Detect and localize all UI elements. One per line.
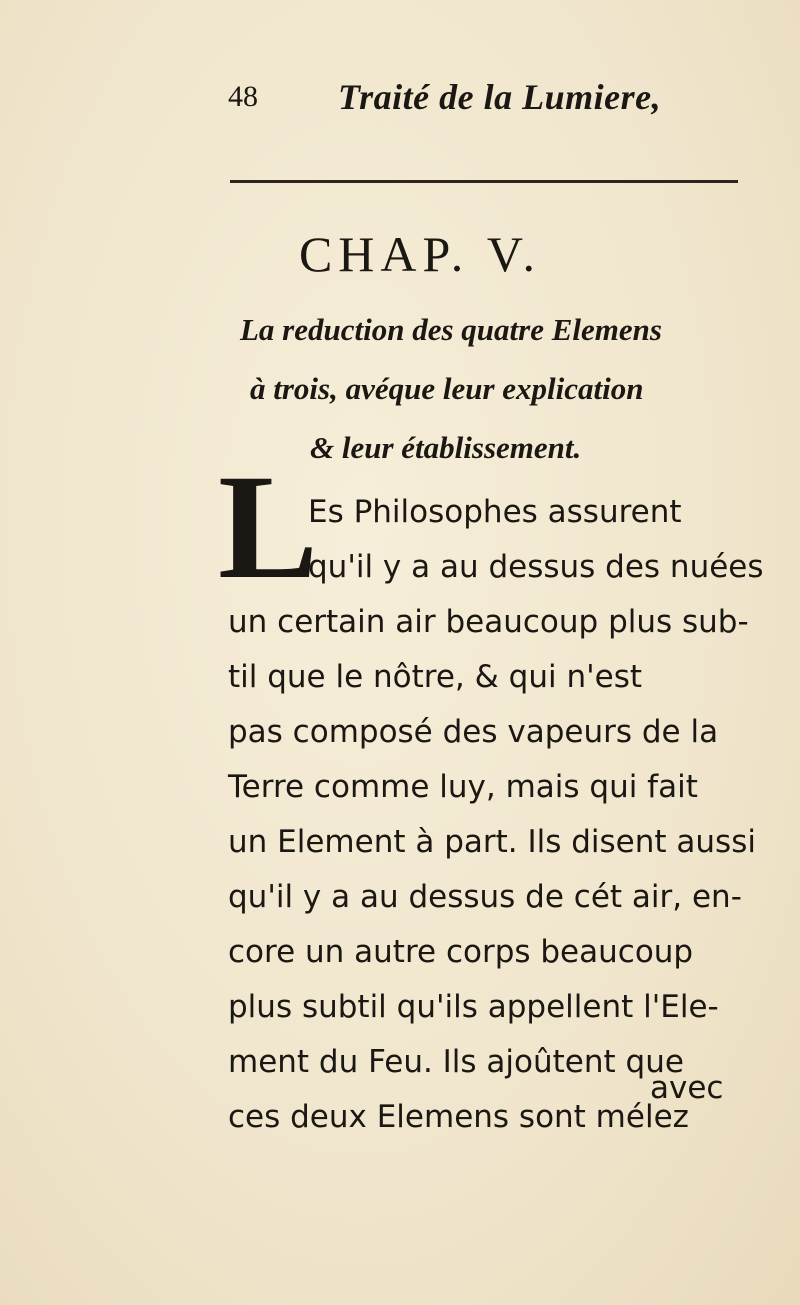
running-title: Traité de la Lumiere, <box>338 77 662 117</box>
text-line: un Element à part. Ils disent aussi <box>228 824 756 860</box>
chapter-heading: CHAP. V. <box>298 226 542 282</box>
text-line: Es Philosophes assurent <box>308 494 682 530</box>
subtitle-line: & leur établissement. <box>310 430 582 465</box>
text-line: plus subtil qu'ils appellent l'Ele- <box>228 989 719 1025</box>
text-line: til que le nôtre, & qui n'est <box>228 659 643 695</box>
text-line: qu'il y a au dessus de cét air, en- <box>228 879 742 915</box>
running-header <box>228 77 748 130</box>
text-line: un certain air beaucoup plus sub- <box>228 604 749 640</box>
page-number: 48 <box>228 80 258 113</box>
chapter-subtitle <box>240 300 760 477</box>
text-line: Terre comme luy, mais qui fait <box>228 769 698 805</box>
catchword: avec <box>650 1070 724 1106</box>
drop-cap: L <box>218 444 319 610</box>
body-text <box>228 485 764 1145</box>
subtitle-line: à trois, avéque leur explication <box>250 371 644 406</box>
text-line: core un autre corps beaucoup <box>228 934 694 970</box>
text-line: qu'il y a au dessus des nuées <box>308 549 764 585</box>
text-line: ment du Feu. Ils ajoûtent que <box>228 1044 684 1080</box>
text-line: pas composé des vapeurs de la <box>228 714 719 750</box>
text-line: ces deux Elemens sont mélez <box>228 1099 689 1135</box>
header-rule <box>230 180 738 183</box>
subtitle-line: La reduction des quatre Elemens <box>240 312 662 347</box>
